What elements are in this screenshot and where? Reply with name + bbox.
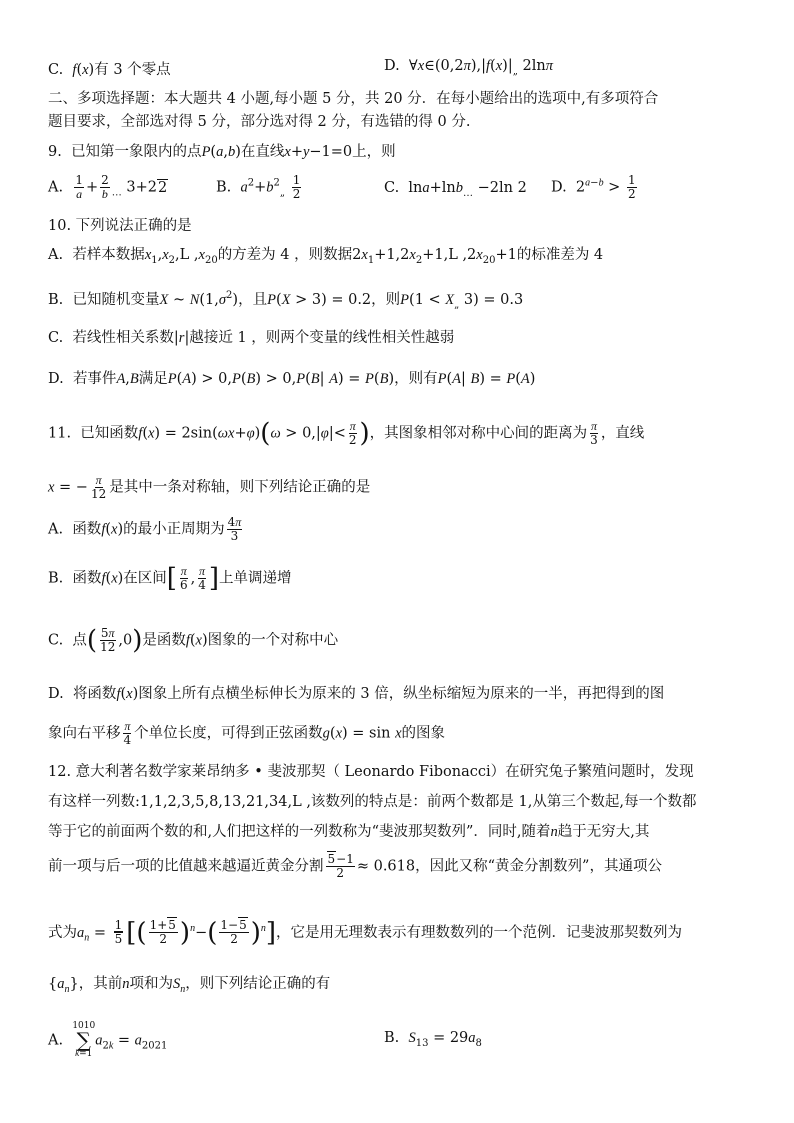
q10-option-d: D. 若事件A,B满足P(A) > 0,P(B) > 0,P(B| A) = P(B)，则有P(A| B) = P(A) — [48, 371, 536, 387]
q11-option-d-line1: D. 将函数f(x)图象上所有点横坐标伸长为原来的 3 倍，纵坐标缩短为原来的一半，再把得到的图 — [48, 686, 665, 702]
q10-option-b: B. 已知随机变量X ~ $N(1,\sigma^2)$，且P(X > 3) = 0.2，则$P(1 < X_„$ 3) = 0.3 — [48, 290, 524, 311]
q11-option-a: A. 函数f(x)的最小正周期为 $\frac{4\pi}{3}$ — [48, 515, 242, 543]
section2-line2: 题目要求，全部选对得 5 分，部分选对得 2 分，有选错的得 0 分. — [48, 114, 471, 130]
q9-option-c: C. lna+lnb$_\dots$ −2ln 2 — [384, 180, 527, 199]
q10-option-a: A. 若样本数据$x_1,x_2,L$ $,x_{20}$的方差为 4 ，则数据$2x_1+1,2x_2+1,L$ $,2x_{20}+1$的标准差为 4 — [48, 247, 604, 266]
q11-stem-line2: x = − $\frac{\pi}{12}$ 是其中一条对称轴，则下列结论正确的是 — [48, 473, 371, 501]
q12-option-a: A. 1010 ∑ k=1 $a_{2k} = a_{2021}$ — [48, 1021, 168, 1059]
q9-option-b: B. $a^2+b^2_„$ $\frac{1}{2}$ — [216, 173, 301, 201]
section2-line1: 二、多项选择题：本大题共 4 小题,每小题 5 分，共 20 分．在每小题给出的选项中,有多项符合 — [48, 91, 659, 107]
q10-stem: 10. 下列说法正确的是 — [48, 218, 192, 234]
q12-line3: 等于它的前面两个数的和,人们把这样的一列数称为“斐波那契数列”．同时,随着n趋于无穷大,其 — [48, 824, 650, 840]
q8-option-d: D. $\forall x\in(0,2\pi),|f(x)|_„$ 2lnπ — [384, 58, 553, 77]
q9-option-a: A. $\frac{1}{a}$ + $\frac{2}{b}$ $_\dots$ 3+22 — [48, 173, 168, 201]
q12-line5: 式为$a_n$ = $\frac{1}{5}$ [( $\frac{1+5}{2}$ )$^n$−( $\frac{1-5}{2}$ )$^n$]，它是用无理数表示有理数数列的一个范例．记斐波那契数列为 — [48, 917, 683, 948]
q9-option-d: D. $2^{a-b}$ > $\frac{1}{2}$ — [551, 173, 636, 201]
q12-line6: $\{a_n\}$，其前n项和为$S_n$，则下列结论正确的有 — [48, 976, 331, 995]
q8-option-c: C. f(x)有 3 个零点 — [48, 62, 171, 78]
q11-stem-line1: 11. 已知函数f(x) = 2sin(ωx+φ)(ω > 0,|φ|< $\frac{\pi}{2}$ )，其图象相邻对称中心间的距离为 $\frac{\pi}{3}$ ，直线 — [48, 418, 645, 449]
q11-option-d-line2: 象向右平移 $\frac{\pi}{4}$ 个单位长度，可得到正弦函数g(x) = sin x的图象 — [48, 719, 445, 747]
q9-stem: 9. 已知第一象限内的点P(a,b)在直线x+y−1=0上，则 — [48, 144, 396, 160]
q12-line2: 有这样一列数:1,1,2,3,5,8,13,21,34,L ,该数列的特点是：前两个数都是 1,从第三个数起,每一个数都 — [48, 794, 697, 810]
q11-option-b: B. 函数f(x)在区间[ $\frac{\pi}{6}$ , $\frac{\pi}{4}$ ]上单调递增 — [48, 563, 292, 594]
q12-line4: 前一项与后一项的比值越来越逼近黄金分割 $\frac{5-1}{2}$ ≈ 0.618，因此又称“黄金分割数列”，其通项公 — [48, 852, 662, 880]
q11-option-c: C. 点( $\frac{5\pi}{12}$ ,0)是函数f(x)图象的一个对称中心 — [48, 625, 339, 656]
q12-line1: 12. 意大利著名数学家莱昂纳多 • 斐波那契（ Leonardo Fibonacci）在研究兔子繁殖问题时，发现 — [48, 764, 694, 780]
q10-option-c: C. 若线性相关系数|r|越接近 1 ，则两个变量的线性相关性越弱 — [48, 330, 455, 346]
q12-option-b: B. $S_{13} = 29a_8$ — [384, 1030, 482, 1049]
